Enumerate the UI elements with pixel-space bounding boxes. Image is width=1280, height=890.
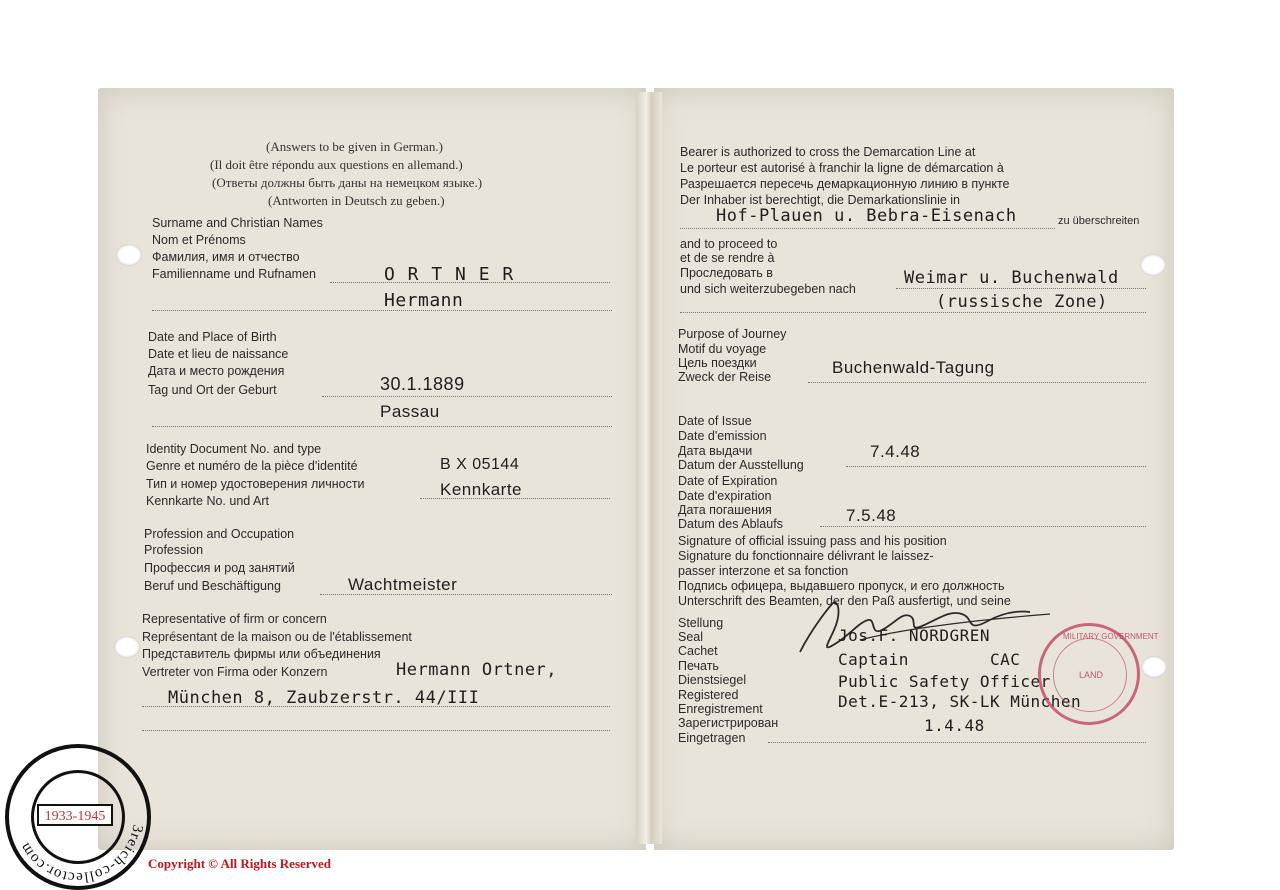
registered-label: Зарегистрирован (678, 716, 779, 730)
expiry-label: Date d'expiration (678, 489, 772, 503)
field-line (680, 312, 1146, 313)
signature-label: Unterschrift des Beamten, der den Paß ausfertigt, und seine (678, 594, 1011, 608)
field-line (808, 382, 1146, 383)
proceed-label: et de se rendre à (680, 251, 775, 265)
birth-label: Дата и место рождения (148, 364, 285, 378)
birth-label: Date et lieu de naissance (148, 347, 289, 361)
name-label: Nom et Prénoms (152, 233, 246, 247)
purpose-label: Purpose of Journey (678, 327, 787, 341)
birth-label: Date and Place of Birth (148, 330, 277, 344)
crossing-suffix: zu überschreiten (1058, 215, 1140, 227)
registered-label: Registered (678, 688, 739, 702)
header-line: (Answers to be given in German.) (266, 139, 443, 154)
header-line: (Il doit être répondu aux questions en allemand.) (210, 157, 463, 172)
id-label: Identity Document No. and type (146, 442, 322, 456)
field-line (768, 742, 1146, 743)
officer-rank-value: Captain (838, 650, 909, 669)
signature-label: Signature du fonctionnaire délivrant le laissez- (678, 549, 934, 563)
seal-label: Dienstsiegel (678, 673, 747, 687)
field-line (152, 426, 612, 427)
signature-label: Подпись офицера, выдавшего пропуск, и его должность (678, 579, 1005, 593)
firm-label: Représentant de la maison ou de l'établissement (142, 630, 412, 644)
field-line (820, 526, 1146, 527)
punch-hole (1141, 656, 1167, 678)
proceed-label: and to proceed to (680, 237, 778, 251)
svg-text:3reich-collector.com: 3reich-collector.com (16, 823, 146, 886)
signature-label: Signature of official issuing pass and his position (678, 534, 947, 548)
field-line (680, 228, 1055, 229)
registered-label: Enregistrement (678, 702, 763, 716)
seal-label: Seal (678, 630, 704, 644)
officer-corps-value: CAC (990, 650, 1021, 669)
firm-label: Vertreter von Firma oder Konzern (142, 665, 328, 679)
name-label: Familienname und Rufnamen (152, 267, 316, 281)
name-label: Surname and Christian Names (152, 216, 323, 230)
profession-value: Wachtmeister (348, 575, 458, 594)
id-number-value: B X 05144 (440, 456, 520, 473)
crossing-point-value: Hof-Plauen u. Bebra-Eisenach (716, 206, 1017, 226)
proceed-label: Проследовать в (680, 266, 773, 280)
purpose-label: Zweck der Reise (678, 370, 772, 384)
destination-value: Weimar u. Buchenwald (904, 268, 1119, 288)
punch-hole (1140, 254, 1166, 276)
seal-label: Cachet (678, 644, 718, 658)
seal-years: 1933-1945 (37, 804, 113, 826)
issue-date-value: 7.4.48 (870, 442, 921, 461)
center-fold (636, 92, 662, 844)
firm-address-value: München 8, Zaubzerstr. 44/III (168, 688, 480, 708)
authorized-label: Le porteur est autorisé à franchir la ligne de démarcation à (680, 161, 1004, 175)
seal-label: Печать (678, 659, 719, 673)
signature-label: Stellung (678, 616, 724, 630)
field-line (330, 282, 610, 283)
birth-date-value: 30.1.1889 (380, 374, 465, 394)
issue-label: Date d'emission (678, 429, 767, 443)
issue-label: Datum der Ausstellung (678, 458, 804, 472)
registered-date-value: 1.4.48 (924, 716, 985, 735)
field-line (152, 310, 612, 311)
punch-hole (116, 244, 142, 266)
profession-label: Beruf und Beschäftigung (144, 579, 281, 593)
military-government-stamp (1038, 623, 1159, 725)
authorized-label: Der Inhaber ist berechtigt, die Demarkationslinie in (680, 193, 960, 207)
field-line (896, 288, 1146, 289)
id-label: Тип и номер удостоверения личности (146, 477, 365, 491)
id-label: Genre et numéro de la pièce d'identité (146, 459, 358, 473)
stamp-text: MILITARY GOVERNMENT (1063, 632, 1159, 641)
profession-label: Профессия и род занятий (144, 561, 295, 575)
name-label: Фамилия, имя и отчество (152, 250, 300, 264)
header-line: (Ответы должны быть даны на немецком языке.) (212, 175, 483, 190)
officer-name-value: Jos.F. NORDGREN (838, 626, 990, 645)
authorized-label: Разрешается пересечь демаркационную линию в пункте (680, 177, 1010, 191)
authorized-label: Bearer is authorized to cross the Demarcation Line at (680, 145, 976, 159)
watermark-seal (5, 744, 151, 890)
profession-label: Profession and Occupation (144, 527, 295, 541)
field-line (420, 498, 610, 499)
expiry-label: Дата погашения (678, 503, 772, 517)
id-label: Kennkarte No. und Art (146, 494, 269, 508)
profession-label: Profession (144, 543, 204, 557)
destination-zone-value: (russische Zone) (936, 292, 1108, 312)
purpose-label: Цель поездки (678, 356, 757, 370)
expiry-date-value: 7.5.48 (846, 506, 897, 525)
signature-label: passer interzone et sa fonction (678, 564, 849, 578)
firm-label: Representative of firm or concern (142, 612, 327, 626)
issue-label: Date of Issue (678, 414, 752, 428)
purpose-label: Motif du voyage (678, 342, 767, 356)
surname-value: O R T N E R (384, 264, 515, 285)
given-name-value: Hermann (384, 290, 464, 311)
firm-name-value: Hermann Ortner, (396, 660, 558, 680)
punch-hole (114, 636, 140, 658)
officer-position-value: Public Safety Officer (838, 672, 1051, 691)
expiry-label: Datum des Ablaufs (678, 517, 783, 531)
header-line: (Antworten in Deutsch zu geben.) (268, 193, 445, 208)
birth-label: Tag und Ort der Geburt (148, 383, 277, 397)
issue-label: Дата выдачи (678, 444, 753, 458)
field-line (142, 706, 610, 707)
copyright-notice: Copyright © All Rights Reserved (148, 856, 332, 871)
firm-label: Представитель фирмы или объединения (142, 647, 381, 661)
field-line (322, 396, 612, 397)
expiry-label: Date of Expiration (678, 474, 778, 488)
proceed-label: und sich weiterzubegeben nach (680, 282, 856, 296)
field-line (142, 730, 610, 731)
officer-detachment-value: Det.E-213, SK-LK München (838, 692, 1082, 711)
field-line (846, 466, 1146, 467)
birth-place-value: Passau (380, 402, 440, 421)
field-line (320, 594, 612, 595)
registered-label: Eingetragen (678, 731, 746, 745)
stamp-center-text: LAND (1079, 670, 1104, 680)
purpose-value: Buchenwald-Tagung (832, 358, 995, 377)
id-type-value: Kennkarte (440, 480, 522, 499)
